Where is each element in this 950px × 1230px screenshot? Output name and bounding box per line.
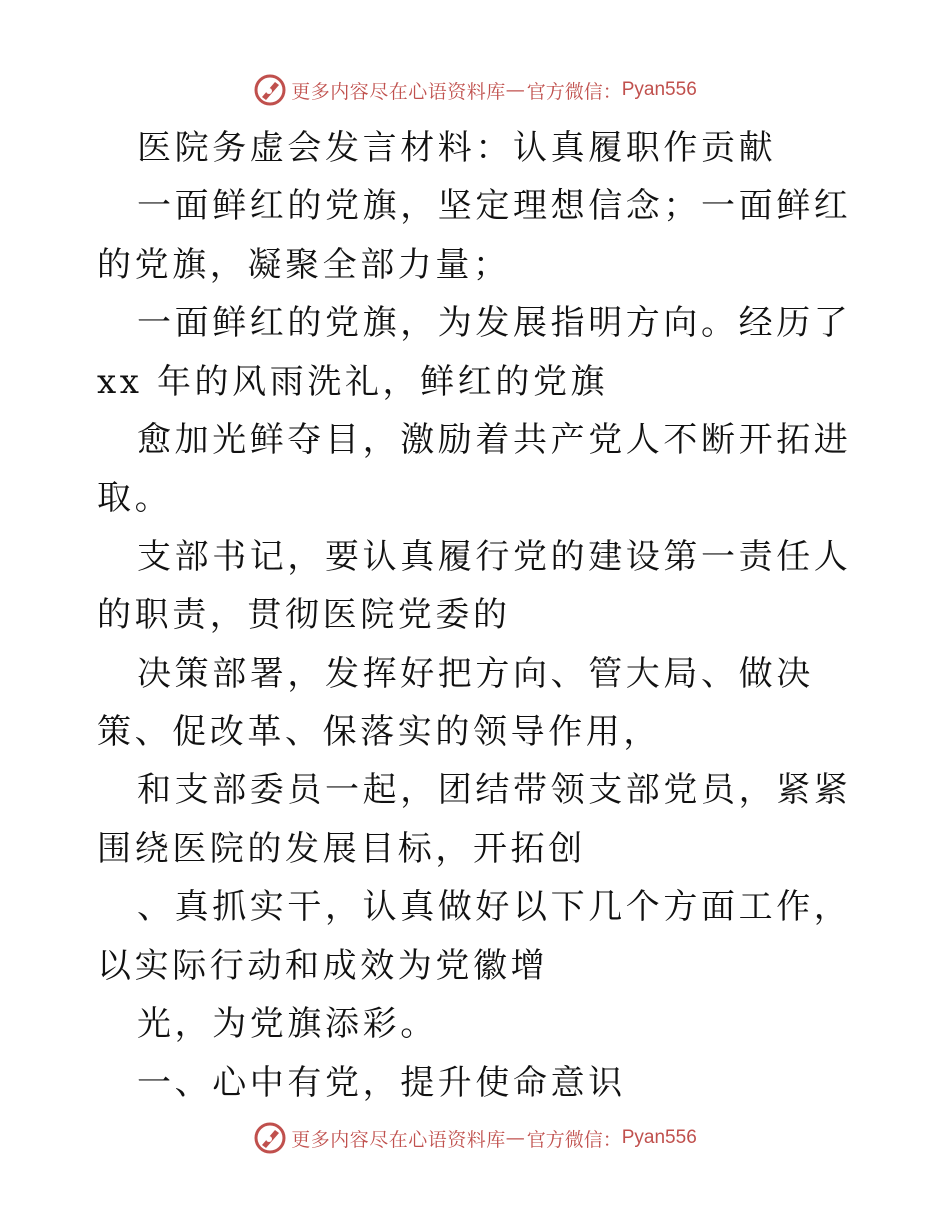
paragraph: 愈加光鲜夺目，激励着共产党人不断开拓进取。: [97, 420, 852, 519]
banner-brand-text: 更多内容尽在心语资料库: [291, 1128, 506, 1151]
section-heading: 一、心中有党，提升使命意识: [137, 1062, 626, 1103]
paragraph: 一面鲜红的党旗，为发展指明方向。经历了 xx 年的风雨洗礼，鲜红的党旗: [97, 303, 852, 402]
banner-wechat-id: Pyan556: [621, 79, 697, 100]
brand-logo-icon: [253, 73, 287, 107]
paragraph: 支部书记，要认真履行党的建设第一责任人的职责，贯彻医院党委的: [97, 536, 852, 636]
header-watermark-banner: [0, 70, 950, 110]
paragraph: 光，为党旗添彩。: [137, 1004, 438, 1045]
paragraph: 决策部署，发挥好把方向、管大局、做决策、促改革、保落实的领导作用，: [97, 653, 814, 753]
document-title: 医院务虚会发言材料：认真履职作贡献: [137, 128, 777, 168]
banner-wechat-label: 官方微信：: [526, 1128, 622, 1151]
paragraph: 和支部委员一起，团结带领支部党员，紧紧围绕医院的发展目标，开拓创: [97, 770, 852, 869]
brand-logo-icon: [253, 1121, 287, 1155]
banner-wechat-id: Pyan556: [621, 1127, 697, 1148]
footer-watermark-banner: [0, 1118, 950, 1158]
paragraph: 一面鲜红的党旗，坚定理想信念；一面鲜红的党旗，凝聚全部力量；: [97, 186, 852, 285]
banner-separator: —: [505, 79, 525, 101]
banner-brand-text: 更多内容尽在心语资料库: [291, 80, 506, 103]
paragraph: 、真抓实干，认真做好以下几个方面工作，以实际行动和成效为党徽增: [97, 887, 852, 986]
banner-wechat-label: 官方微信：: [526, 80, 622, 103]
document-body: [97, 119, 853, 1112]
banner-separator: —: [505, 1127, 525, 1149]
